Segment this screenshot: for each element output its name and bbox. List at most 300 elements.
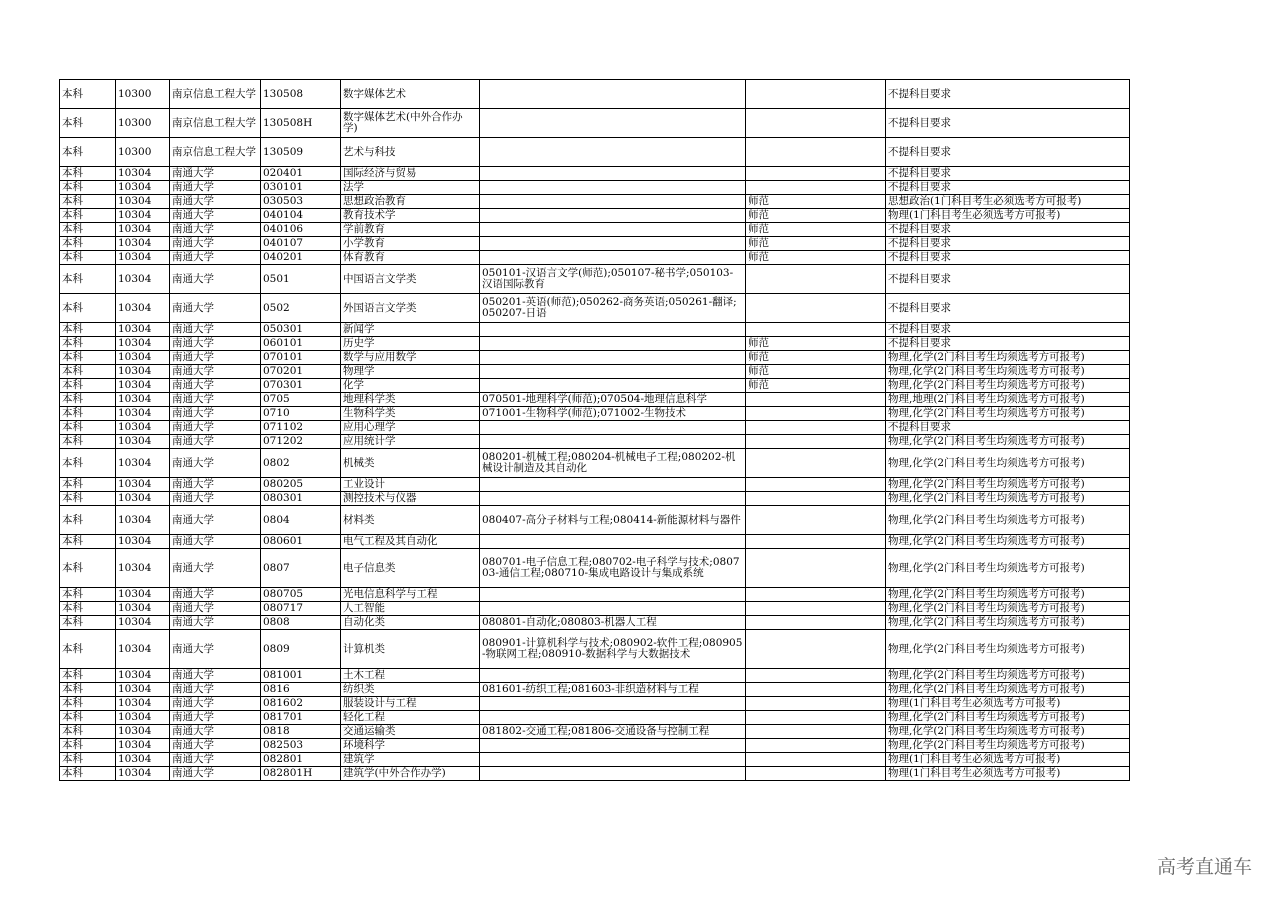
school-name-cell: 南京信息工程大学 bbox=[170, 109, 261, 138]
school-name-cell: 南通大学 bbox=[170, 535, 261, 549]
major-name-cell: 土木工程 bbox=[341, 669, 480, 683]
major-name-cell: 数学与应用数学 bbox=[341, 351, 480, 365]
major-name-cell: 自动化类 bbox=[341, 616, 480, 630]
subject-requirement-cell: 物理,化学(2门科目考生均须选考方可报考) bbox=[886, 669, 1130, 683]
school-name-cell: 南通大学 bbox=[170, 711, 261, 725]
note-cell bbox=[746, 323, 886, 337]
major-code-cell: 040104 bbox=[261, 209, 341, 223]
note-cell bbox=[746, 138, 886, 167]
subject-requirement-cell: 物理,化学(2门科目考生均须选考方可报考) bbox=[886, 478, 1130, 492]
level-cell: 本科 bbox=[60, 630, 116, 669]
note-cell bbox=[746, 711, 886, 725]
school-code-cell: 10304 bbox=[116, 739, 170, 753]
subject-requirement-cell: 不提科目要求 bbox=[886, 237, 1130, 251]
table-row bbox=[60, 478, 1130, 492]
subject-requirement-cell: 物理,化学(2门科目考生均须选考方可报考) bbox=[886, 739, 1130, 753]
school-code-cell: 10304 bbox=[116, 195, 170, 209]
major-name-cell: 应用心理学 bbox=[341, 421, 480, 435]
note-cell bbox=[746, 393, 886, 407]
major-code-cell: 0502 bbox=[261, 294, 341, 323]
level-cell: 本科 bbox=[60, 393, 116, 407]
major-code-cell: 130508 bbox=[261, 80, 341, 109]
table-row bbox=[60, 223, 1130, 237]
major-code-cell: 071102 bbox=[261, 421, 341, 435]
school-name-cell: 南通大学 bbox=[170, 365, 261, 379]
table-row bbox=[60, 421, 1130, 435]
note-cell bbox=[746, 265, 886, 294]
table-row bbox=[60, 711, 1130, 725]
major-code-cell: 081602 bbox=[261, 697, 341, 711]
major-code-cell: 0710 bbox=[261, 407, 341, 421]
major-code-cell: 080717 bbox=[261, 602, 341, 616]
note-cell bbox=[746, 549, 886, 588]
school-code-cell: 10304 bbox=[116, 449, 170, 478]
major-name-cell: 中国语言文学类 bbox=[341, 265, 480, 294]
major-code-cell: 130509 bbox=[261, 138, 341, 167]
note-cell bbox=[746, 294, 886, 323]
note-cell: 师范 bbox=[746, 337, 886, 351]
school-code-cell: 10304 bbox=[116, 616, 170, 630]
table-row bbox=[60, 80, 1130, 109]
table-row bbox=[60, 669, 1130, 683]
level-cell: 本科 bbox=[60, 669, 116, 683]
school-name-cell: 南通大学 bbox=[170, 379, 261, 393]
note-cell bbox=[746, 421, 886, 435]
school-name-cell: 南通大学 bbox=[170, 767, 261, 781]
school-code-cell: 10304 bbox=[116, 725, 170, 739]
level-cell: 本科 bbox=[60, 535, 116, 549]
school-code-cell: 10304 bbox=[116, 167, 170, 181]
major-name-cell: 化学 bbox=[341, 379, 480, 393]
school-code-cell: 10300 bbox=[116, 109, 170, 138]
subject-requirement-cell: 不提科目要求 bbox=[886, 167, 1130, 181]
subject-requirement-cell: 物理,化学(2门科目考生均须选考方可报考) bbox=[886, 506, 1130, 535]
major-name-cell: 教育技术学 bbox=[341, 209, 480, 223]
school-code-cell: 10300 bbox=[116, 138, 170, 167]
note-cell bbox=[746, 683, 886, 697]
note-cell bbox=[746, 435, 886, 449]
note-cell: 师范 bbox=[746, 351, 886, 365]
major-name-cell: 测控技术与仪器 bbox=[341, 492, 480, 506]
table-row bbox=[60, 697, 1130, 711]
subject-requirement-cell: 物理,地理(2门科目考生均须选考方可报考) bbox=[886, 393, 1130, 407]
note-cell: 师范 bbox=[746, 195, 886, 209]
table-row bbox=[60, 351, 1130, 365]
major-code-cell: 0501 bbox=[261, 265, 341, 294]
table-row bbox=[60, 725, 1130, 739]
school-name-cell: 南通大学 bbox=[170, 251, 261, 265]
major-code-cell: 070201 bbox=[261, 365, 341, 379]
table-row bbox=[60, 138, 1130, 167]
major-code-cell: 070301 bbox=[261, 379, 341, 393]
table-row bbox=[60, 237, 1130, 251]
included-majors-cell bbox=[480, 167, 746, 181]
level-cell: 本科 bbox=[60, 697, 116, 711]
subject-requirement-cell: 不提科目要求 bbox=[886, 421, 1130, 435]
major-code-cell: 0809 bbox=[261, 630, 341, 669]
major-code-cell: 080601 bbox=[261, 535, 341, 549]
major-name-cell: 法学 bbox=[341, 181, 480, 195]
major-name-cell: 新闻学 bbox=[341, 323, 480, 337]
school-name-cell: 南通大学 bbox=[170, 407, 261, 421]
major-name-cell: 生物科学类 bbox=[341, 407, 480, 421]
level-cell: 本科 bbox=[60, 365, 116, 379]
major-name-cell: 学前教育 bbox=[341, 223, 480, 237]
school-code-cell: 10304 bbox=[116, 478, 170, 492]
included-majors-cell bbox=[480, 478, 746, 492]
included-majors-cell: 080901-计算机科学与技术;080902-软件工程;080905-物联网工程;080910-数据科学与大数据技术 bbox=[480, 630, 746, 669]
school-code-cell: 10304 bbox=[116, 492, 170, 506]
level-cell: 本科 bbox=[60, 337, 116, 351]
note-cell bbox=[746, 167, 886, 181]
school-code-cell: 10304 bbox=[116, 697, 170, 711]
table-row bbox=[60, 181, 1130, 195]
school-code-cell: 10304 bbox=[116, 209, 170, 223]
level-cell: 本科 bbox=[60, 435, 116, 449]
school-code-cell: 10304 bbox=[116, 251, 170, 265]
subject-requirement-cell: 物理(1门科目考生必须选考方可报考) bbox=[886, 697, 1130, 711]
table-row bbox=[60, 251, 1130, 265]
included-majors-cell bbox=[480, 602, 746, 616]
subject-requirement-cell: 物理,化学(2门科目考生均须选考方可报考) bbox=[886, 379, 1130, 393]
level-cell: 本科 bbox=[60, 683, 116, 697]
note-cell bbox=[746, 492, 886, 506]
note-cell: 师范 bbox=[746, 209, 886, 223]
subject-requirement-cell: 不提科目要求 bbox=[886, 294, 1130, 323]
major-code-cell: 080205 bbox=[261, 478, 341, 492]
major-name-cell: 交通运输类 bbox=[341, 725, 480, 739]
school-code-cell: 10304 bbox=[116, 535, 170, 549]
table-row bbox=[60, 506, 1130, 535]
included-majors-cell bbox=[480, 181, 746, 195]
school-name-cell: 南通大学 bbox=[170, 739, 261, 753]
subject-requirement-cell: 不提科目要求 bbox=[886, 138, 1130, 167]
major-code-cell: 050301 bbox=[261, 323, 341, 337]
note-cell bbox=[746, 669, 886, 683]
level-cell: 本科 bbox=[60, 237, 116, 251]
school-name-cell: 南通大学 bbox=[170, 588, 261, 602]
major-name-cell: 服装设计与工程 bbox=[341, 697, 480, 711]
major-code-cell: 082801H bbox=[261, 767, 341, 781]
school-code-cell: 10304 bbox=[116, 588, 170, 602]
school-name-cell: 南通大学 bbox=[170, 683, 261, 697]
major-name-cell: 体育教育 bbox=[341, 251, 480, 265]
table-row bbox=[60, 535, 1130, 549]
school-code-cell: 10304 bbox=[116, 237, 170, 251]
school-code-cell: 10304 bbox=[116, 223, 170, 237]
note-cell bbox=[746, 739, 886, 753]
note-cell bbox=[746, 535, 886, 549]
major-code-cell: 040201 bbox=[261, 251, 341, 265]
level-cell: 本科 bbox=[60, 449, 116, 478]
level-cell: 本科 bbox=[60, 109, 116, 138]
major-code-cell: 081701 bbox=[261, 711, 341, 725]
school-name-cell: 南通大学 bbox=[170, 492, 261, 506]
level-cell: 本科 bbox=[60, 739, 116, 753]
included-majors-cell bbox=[480, 365, 746, 379]
subject-requirement-cell: 不提科目要求 bbox=[886, 109, 1130, 138]
subject-requirement-cell: 物理,化学(2门科目考生均须选考方可报考) bbox=[886, 435, 1130, 449]
major-code-cell: 060101 bbox=[261, 337, 341, 351]
included-majors-cell bbox=[480, 588, 746, 602]
table-row bbox=[60, 195, 1130, 209]
table-row bbox=[60, 753, 1130, 767]
subject-requirement-cell: 思想政治(1门科目考生必须选考方可报考) bbox=[886, 195, 1130, 209]
school-name-cell: 南通大学 bbox=[170, 323, 261, 337]
table-row bbox=[60, 588, 1130, 602]
included-majors-cell: 080407-高分子材料与工程;080414-新能源材料与器件 bbox=[480, 506, 746, 535]
major-name-cell: 国际经济与贸易 bbox=[341, 167, 480, 181]
included-majors-cell bbox=[480, 767, 746, 781]
included-majors-cell bbox=[480, 697, 746, 711]
note-cell bbox=[746, 449, 886, 478]
included-majors-cell: 080801-自动化;080803-机器人工程 bbox=[480, 616, 746, 630]
table-row bbox=[60, 323, 1130, 337]
school-name-cell: 南通大学 bbox=[170, 753, 261, 767]
note-cell bbox=[746, 616, 886, 630]
included-majors-cell: 080201-机械工程;080204-机械电子工程;080202-机械设计制造及其自动化 bbox=[480, 449, 746, 478]
major-name-cell: 艺术与科技 bbox=[341, 138, 480, 167]
subject-requirement-cell: 物理,化学(2门科目考生均须选考方可报考) bbox=[886, 725, 1130, 739]
table-row bbox=[60, 602, 1130, 616]
school-code-cell: 10304 bbox=[116, 265, 170, 294]
major-code-cell: 0802 bbox=[261, 449, 341, 478]
subject-requirement-cell: 物理(1门科目考生必须选考方可报考) bbox=[886, 209, 1130, 223]
major-name-cell: 建筑学 bbox=[341, 753, 480, 767]
table-row bbox=[60, 167, 1130, 181]
school-name-cell: 南通大学 bbox=[170, 435, 261, 449]
major-name-cell: 计算机类 bbox=[341, 630, 480, 669]
school-name-cell: 南通大学 bbox=[170, 669, 261, 683]
school-name-cell: 南通大学 bbox=[170, 725, 261, 739]
table-row bbox=[60, 294, 1130, 323]
table-row bbox=[60, 393, 1130, 407]
major-name-cell: 地理科学类 bbox=[341, 393, 480, 407]
subject-requirement-cell: 物理(1门科目考生必须选考方可报考) bbox=[886, 767, 1130, 781]
table-row bbox=[60, 109, 1130, 138]
subject-requirement-cell: 物理,化学(2门科目考生均须选考方可报考) bbox=[886, 351, 1130, 365]
table-row bbox=[60, 435, 1130, 449]
note-cell bbox=[746, 181, 886, 195]
table-row bbox=[60, 449, 1130, 478]
school-name-cell: 南通大学 bbox=[170, 478, 261, 492]
major-name-cell: 轻化工程 bbox=[341, 711, 480, 725]
included-majors-cell: 081802-交通工程;081806-交通设备与控制工程 bbox=[480, 725, 746, 739]
note-cell: 师范 bbox=[746, 379, 886, 393]
major-code-cell: 030101 bbox=[261, 181, 341, 195]
level-cell: 本科 bbox=[60, 506, 116, 535]
level-cell: 本科 bbox=[60, 181, 116, 195]
included-majors-cell bbox=[480, 109, 746, 138]
table-row bbox=[60, 683, 1130, 697]
major-name-cell: 纺织类 bbox=[341, 683, 480, 697]
included-majors-cell bbox=[480, 351, 746, 365]
table-row bbox=[60, 365, 1130, 379]
subject-requirement-cell: 物理,化学(2门科目考生均须选考方可报考) bbox=[886, 616, 1130, 630]
school-name-cell: 南通大学 bbox=[170, 209, 261, 223]
included-majors-cell bbox=[480, 435, 746, 449]
subject-requirement-cell: 物理,化学(2门科目考生均须选考方可报考) bbox=[886, 449, 1130, 478]
level-cell: 本科 bbox=[60, 351, 116, 365]
included-majors-cell bbox=[480, 337, 746, 351]
major-name-cell: 数字媒体艺术 bbox=[341, 80, 480, 109]
table-row bbox=[60, 739, 1130, 753]
included-majors-cell: 080701-电子信息工程;080702-电子科学与技术;080703-通信工程;080710-集成电路设计与集成系统 bbox=[480, 549, 746, 588]
major-name-cell: 应用统计学 bbox=[341, 435, 480, 449]
school-code-cell: 10304 bbox=[116, 711, 170, 725]
school-name-cell: 南通大学 bbox=[170, 294, 261, 323]
included-majors-cell bbox=[480, 421, 746, 435]
major-code-cell: 081001 bbox=[261, 669, 341, 683]
major-code-cell: 0818 bbox=[261, 725, 341, 739]
major-code-cell: 071202 bbox=[261, 435, 341, 449]
table-body bbox=[60, 80, 1130, 781]
major-name-cell: 工业设计 bbox=[341, 478, 480, 492]
note-cell: 师范 bbox=[746, 251, 886, 265]
school-code-cell: 10304 bbox=[116, 602, 170, 616]
school-code-cell: 10304 bbox=[116, 683, 170, 697]
note-cell: 师范 bbox=[746, 223, 886, 237]
major-code-cell: 030503 bbox=[261, 195, 341, 209]
major-name-cell: 数字媒体艺术(中外合作办学) bbox=[341, 109, 480, 138]
included-majors-cell: 050101-汉语言文学(师范);050107-秘书学;050103-汉语国际教育 bbox=[480, 265, 746, 294]
school-name-cell: 南京信息工程大学 bbox=[170, 80, 261, 109]
school-code-cell: 10304 bbox=[116, 669, 170, 683]
included-majors-cell bbox=[480, 223, 746, 237]
level-cell: 本科 bbox=[60, 767, 116, 781]
included-majors-cell bbox=[480, 492, 746, 506]
note-cell bbox=[746, 697, 886, 711]
table-row bbox=[60, 767, 1130, 781]
subject-requirement-cell: 物理,化学(2门科目考生均须选考方可报考) bbox=[886, 630, 1130, 669]
school-code-cell: 10304 bbox=[116, 181, 170, 195]
note-cell bbox=[746, 506, 886, 535]
school-code-cell: 10304 bbox=[116, 435, 170, 449]
major-code-cell: 040106 bbox=[261, 223, 341, 237]
major-code-cell: 0804 bbox=[261, 506, 341, 535]
school-code-cell: 10304 bbox=[116, 506, 170, 535]
school-code-cell: 10304 bbox=[116, 393, 170, 407]
school-name-cell: 南通大学 bbox=[170, 265, 261, 294]
major-name-cell: 思想政治教育 bbox=[341, 195, 480, 209]
major-name-cell: 外国语言文学类 bbox=[341, 294, 480, 323]
major-code-cell: 040107 bbox=[261, 237, 341, 251]
school-code-cell: 10304 bbox=[116, 421, 170, 435]
school-code-cell: 10300 bbox=[116, 80, 170, 109]
major-name-cell: 电子信息类 bbox=[341, 549, 480, 588]
included-majors-cell bbox=[480, 535, 746, 549]
table-row bbox=[60, 616, 1130, 630]
subject-requirement-cell: 不提科目要求 bbox=[886, 337, 1130, 351]
major-code-cell: 070101 bbox=[261, 351, 341, 365]
major-code-cell: 082503 bbox=[261, 739, 341, 753]
level-cell: 本科 bbox=[60, 138, 116, 167]
level-cell: 本科 bbox=[60, 588, 116, 602]
major-name-cell: 人工智能 bbox=[341, 602, 480, 616]
major-name-cell: 建筑学(中外合作办学) bbox=[341, 767, 480, 781]
included-majors-cell: 081601-纺织工程;081603-非织造材料与工程 bbox=[480, 683, 746, 697]
subject-requirement-cell: 物理,化学(2门科目考生均须选考方可报考) bbox=[886, 407, 1130, 421]
level-cell: 本科 bbox=[60, 711, 116, 725]
major-name-cell: 材料类 bbox=[341, 506, 480, 535]
school-name-cell: 南通大学 bbox=[170, 351, 261, 365]
major-name-cell: 历史学 bbox=[341, 337, 480, 351]
major-name-cell: 环境科学 bbox=[341, 739, 480, 753]
level-cell: 本科 bbox=[60, 407, 116, 421]
included-majors-cell bbox=[480, 209, 746, 223]
included-majors-cell bbox=[480, 711, 746, 725]
school-name-cell: 南通大学 bbox=[170, 506, 261, 535]
level-cell: 本科 bbox=[60, 223, 116, 237]
school-code-cell: 10304 bbox=[116, 351, 170, 365]
subject-requirement-cell: 不提科目要求 bbox=[886, 181, 1130, 195]
table-row bbox=[60, 379, 1130, 393]
school-name-cell: 南通大学 bbox=[170, 616, 261, 630]
school-code-cell: 10304 bbox=[116, 549, 170, 588]
school-name-cell: 南通大学 bbox=[170, 181, 261, 195]
table-row bbox=[60, 209, 1130, 223]
school-name-cell: 南京信息工程大学 bbox=[170, 138, 261, 167]
major-code-cell: 0705 bbox=[261, 393, 341, 407]
included-majors-cell: 071001-生物科学(师范);071002-生物技术 bbox=[480, 407, 746, 421]
included-majors-cell bbox=[480, 138, 746, 167]
included-majors-cell bbox=[480, 739, 746, 753]
school-name-cell: 南通大学 bbox=[170, 393, 261, 407]
major-code-cell: 130508H bbox=[261, 109, 341, 138]
note-cell bbox=[746, 630, 886, 669]
note-cell bbox=[746, 602, 886, 616]
subject-requirement-cell: 不提科目要求 bbox=[886, 265, 1130, 294]
level-cell: 本科 bbox=[60, 195, 116, 209]
major-code-cell: 080705 bbox=[261, 588, 341, 602]
school-name-cell: 南通大学 bbox=[170, 167, 261, 181]
note-cell: 师范 bbox=[746, 237, 886, 251]
included-majors-cell: 050201-英语(师范);050262-商务英语;050261-翻译;050207-日语 bbox=[480, 294, 746, 323]
school-code-cell: 10304 bbox=[116, 337, 170, 351]
subject-requirement-cell: 不提科目要求 bbox=[886, 323, 1130, 337]
major-code-cell: 0816 bbox=[261, 683, 341, 697]
major-name-cell: 物理学 bbox=[341, 365, 480, 379]
school-name-cell: 南通大学 bbox=[170, 421, 261, 435]
table-row bbox=[60, 407, 1130, 421]
included-majors-cell bbox=[480, 669, 746, 683]
school-name-cell: 南通大学 bbox=[170, 223, 261, 237]
subject-requirement-cell: 物理,化学(2门科目考生均须选考方可报考) bbox=[886, 492, 1130, 506]
level-cell: 本科 bbox=[60, 478, 116, 492]
level-cell: 本科 bbox=[60, 379, 116, 393]
note-cell bbox=[746, 80, 886, 109]
note-cell: 师范 bbox=[746, 365, 886, 379]
note-cell bbox=[746, 725, 886, 739]
table-row bbox=[60, 492, 1130, 506]
included-majors-cell bbox=[480, 323, 746, 337]
major-name-cell: 电气工程及其自动化 bbox=[341, 535, 480, 549]
level-cell: 本科 bbox=[60, 209, 116, 223]
subject-requirement-cell: 物理,化学(2门科目考生均须选考方可报考) bbox=[886, 535, 1130, 549]
included-majors-cell bbox=[480, 80, 746, 109]
watermark-text: 高考直通车 bbox=[1156, 856, 1252, 878]
school-name-cell: 南通大学 bbox=[170, 602, 261, 616]
major-code-cell: 020401 bbox=[261, 167, 341, 181]
subject-requirement-cell: 物理,化学(2门科目考生均须选考方可报考) bbox=[886, 711, 1130, 725]
table-row bbox=[60, 630, 1130, 669]
school-code-cell: 10304 bbox=[116, 630, 170, 669]
level-cell: 本科 bbox=[60, 80, 116, 109]
note-cell bbox=[746, 588, 886, 602]
school-code-cell: 10304 bbox=[116, 294, 170, 323]
subject-requirement-cell: 物理,化学(2门科目考生均须选考方可报考) bbox=[886, 683, 1130, 697]
major-name-cell: 机械类 bbox=[341, 449, 480, 478]
